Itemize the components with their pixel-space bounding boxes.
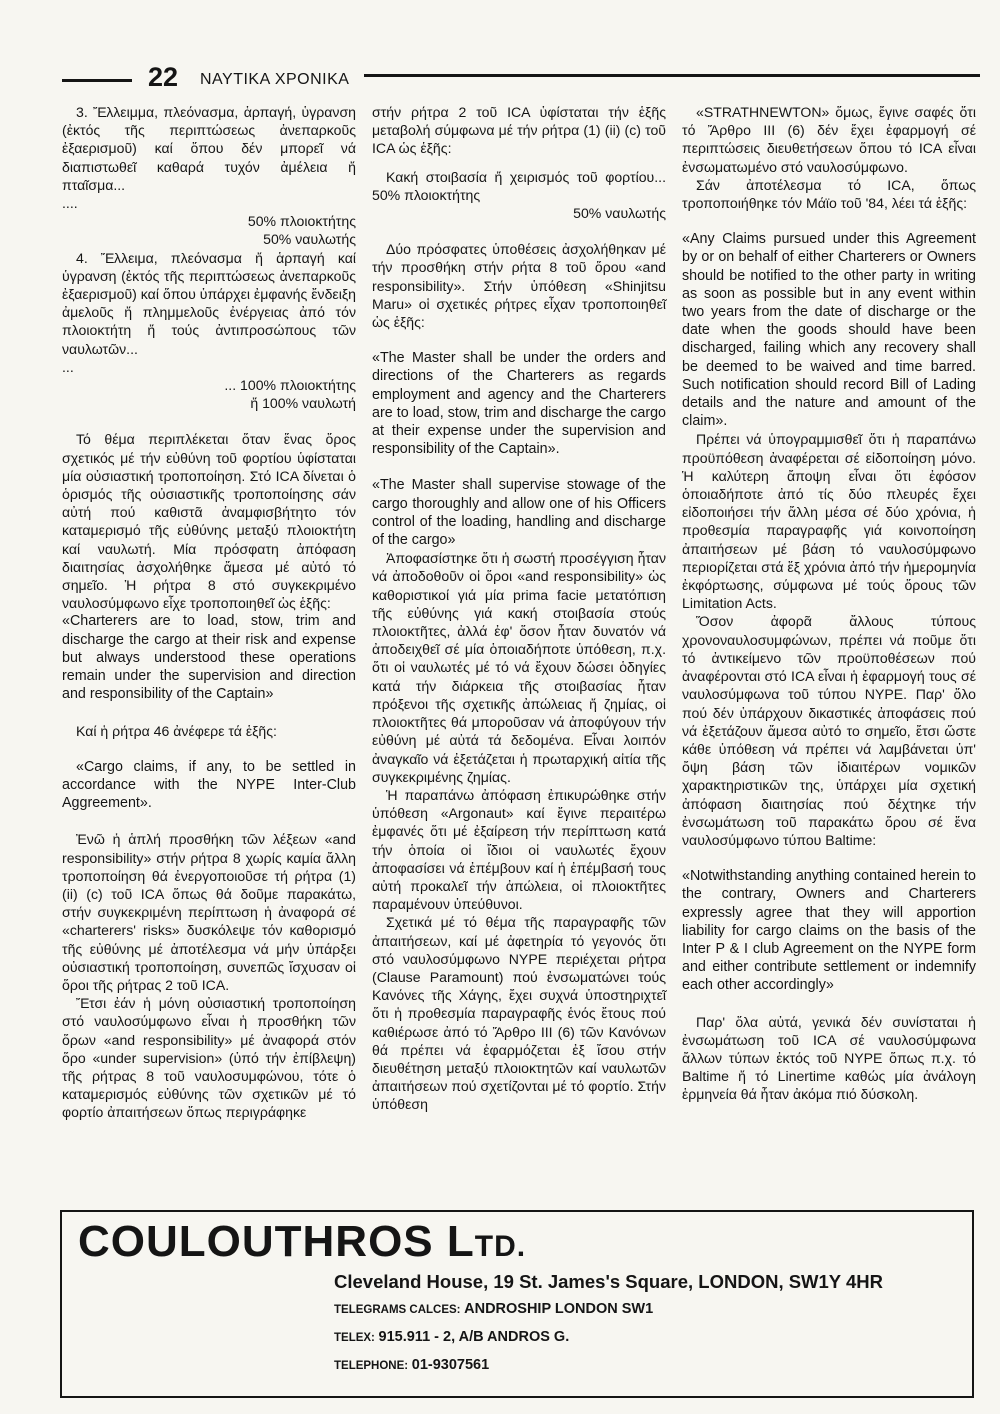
paragraph: 50% ναυλωτής	[573, 205, 666, 222]
paragraph: Ἔτσι ἐάν ἡ μόνη οὐσιαστική τροποποίηση στό ναυλοσύμφωνο εἶναι ἡ προσθήκη τῶν ὅρων «and responsibility» μέ ἀναφορά στόν ὅρο «under supervision» (ὑπό τήν ἐπίβλεψη) τῆς ρήτρας 8 τοῦ ναυλοσυμφώνου, τότε ὁ καταμερισμός εὐθύνης τῶν σχετικῶν μέ τό φορτίο ἀπαιτήσεων ὅπως περιγράφηκε	[62, 995, 356, 1121]
paragraph: «STRATHNEWTON» ὅμως, ἔγινε σαφές ὅτι τό Ἄρθρο III (6) δέν ἔχει ἐφαρμογή σέ περιπτώσεις διευθετήσεων ὅπου τό ICA εἶναι ἐνσωματωμένο στό ναυλοσύμφωνο.	[682, 104, 976, 175]
telephone-label: TELEPHONE:	[334, 1360, 409, 1372]
paragraph: ....	[62, 195, 78, 212]
article-column-3	[682, 103, 976, 1104]
page-number: 22	[148, 62, 179, 92]
telegrams-line	[334, 1300, 653, 1319]
paragraph: «The Master shall supervise stowage of the cargo thoroughly and allow one of his Officers control of the loading, handling and discharge of the cargo»	[372, 477, 666, 549]
paragraph: Πρέπει νά ὑπογραμμισθεῖ ὅτι ἡ παραπάνω προϋπόθεση ἀναφέρεται σέ εἰδοποίηση μόνο. Ἡ καλύτερη ἄποψη εἶναι ὅτι ἐφόσον ὁποιαδήποτε ἀπό τίς δύο πλευρές ἔχει εἰδοποιήσει τήν ἄλλη μέσα σέ δύο χρόνια, ἡ προθεσμία παραγραφῆς γιά κοινοποίηση ἀπαιτήσεων μέ βάση τό ναυλοσύμφωνο περιορίζεται στά ἕξ χρόνια ἀπό τήν ἡμερομηνία ἐκφόρτωσης, σύμφωνα μέ τούς ὅρους τῶν Limitation Acts.	[682, 431, 976, 612]
paragraph: Ἡ παραπάνω ἀπόφαση ἐπικυρώθηκε στήν ὑπόθεση «Argonaut» καί ἔγινε περαιτέρω ἐμφανές ὅτι μέ ἐξαίρεση τήν περίπτωση κατά τήν ὁποία οἱ ἴδιοι οἱ ναυλωτές ἔχουν ἀποφασίσει νά ἐπέμβουν καί ἡ ἐπέμβασή τους αὐτή προκαλεῖ τήν ἀπώλεια, οἱ πλοιοκτῆτες παραμένουν ὑπεύθυνοι.	[372, 786, 666, 913]
company-address: Cleveland House, 19 St. James's Square, LONDON, SW1Y 4HR	[334, 1271, 883, 1292]
telephone-value: 01-9307561	[411, 1357, 490, 1373]
header-rule-right	[364, 74, 980, 77]
paragraph: 3. Ἔλλειμμα, πλεόνασμα, ἁρπαγή, ὑγρανση (ἐκτός τῆς περιπτώσεως ἀνεπαρκοῦς ἐξαερισμοῦ) καί ὅπου δέν μπορεῖ νά διαπιστωθεῖ καθαρά τυχόν ἀμέλεια ἤ πταῖσμα...	[62, 104, 356, 193]
company-ltd: TD.	[474, 1230, 527, 1263]
paragraph: «Cargo claims, if any, to be settled in accordance with the NYPE Inter-Club Aggreement».	[62, 758, 356, 812]
paragraph: «Charterers are to load, stow, trim and discharge the cargo at their risk and expense but always understood these operations remain under the supervision and direction and responsibility of the Captain»	[62, 613, 356, 703]
paragraph: «The Master shall be under the orders and directions of the Charterers as regards employment and agency and the Charterers are to load, stow, trim and discharge the cargo at their expense under the supervision and responsibility of the Captain».	[372, 350, 666, 458]
paragraph: Τό θέμα περιπλέκεται ὅταν ἕνας ὅρος σχετικός μέ τήν εὐθύνη τοῦ φορτίου ὑφίσταται μία οὐσιαστική τροποποίηση. Στό ICA δίνεται ὁ ὁρισμός τῆς οὐσιαστικῆς τροποποίησης σάν αὐτή πού καθιστᾶ ἀναμφισβήτητο τόν καταμερισμό τῆς εὐθύνης μεταξύ πλοιοκτήτη καί ναυλωτή. Μία πρόσφατη ἀπόφαση διαιτησίας ἀσχολήθηκε ἄμεσα μέ αὐτό τό σημεῖο. Ἡ ρήτρα 8 στό συγκεκριμένο ναυλοσύμφωνο εἶχε τροποποιηθεῖ ὡς ἑξῆς:	[62, 431, 356, 612]
paragraph: 4. Ἔλλειμα, πλεόνασμα ἤ ἁρπαγή καί ὑγρανση (ἐκτός τῆς περιπτώσεως ἀνεπαρκοῦς ἐξαερισμοῦ) καί ὅπου ὑπάρχει ἐμφανής ἔνδειξη ἀμελοῦς ἤ πλημμελοῦς ἐνέργειας ἀπό τόν πλοιοκτήτη ἤ τούς ἀντιπροσώπους τῶν ναυλωτῶν...	[62, 249, 356, 357]
paragraph: 50% πλοιοκτήτης	[247, 213, 356, 230]
paragraph: ...	[62, 358, 74, 375]
paragraph: 50% ναυλωτής	[263, 231, 356, 248]
company-name: COULOUTHROS LTD.	[78, 1217, 527, 1266]
telex-label: TELEX:	[334, 1332, 375, 1344]
advertisement-box	[60, 1210, 974, 1398]
paragraph: Κακή στοιβασία ἤ χειρισμός τοῦ φορτίου... 50% πλοιοκτήτης	[372, 168, 666, 203]
paragraph: Σχετικά μέ τό θέμα τῆς παραγραφῆς τῶν ἀπαιτήσεων, καί μέ ἀφετηρία τό γεγονός ὅτι στό ναυλοσύμφωνο NYPE περιέχεται ρήτρα (Clause Paramount) πού ἐνσωματώνει τούς Κανόνες τῆς Χάγης, ἔχει συχνά ὑποστηριχτεῖ ὅτι ἡ προθεσμία παραγραφῆς ἑνός ἔτους πού καθιέρωσε ἀπό τό Ἄρθρο III (6) τῶν Κανόνων θά πρέπει νά ἐφαρμόζεται ἐξ ἴσου στήν διευθέτηση μεταξύ πλοιοκτητῶν καί ναυλωτῶν ἀπαιτήσεων πού σχετίζονται μέ τό φορτίο. Στήν ὑπόθεση	[372, 914, 666, 1113]
article-column-1	[62, 103, 356, 1122]
paragraph: ... 100% πλοιοκτήτης	[224, 377, 356, 394]
header-rule-left	[62, 79, 132, 82]
telephone-line	[334, 1356, 489, 1375]
paragraph: Ὅσον ἀφορᾶ ἄλλους τύπους χρονοναυλοσυμφώνων, πρέπει νά ποῦμε ὅτι τό ἀντικείμενο τῶν προϋποθέσεων πού ἀναφέρονται στό ICA εἶναι ἡ ἐφαρμογή τους σέ ναυλοσύμφωνα τοῦ τύπου NYPE. Παρ' ὅλο πού δέν ὑπάρχουν δικαστικές ἀποφάσεις πού νά ἐξετάζουν ἄμεσα αὐτό το σημεῖο, ἔτσι ὥστε κάθε ὑπόθεση νά πρέπει νά λαμβάνεται ὑπ' ὄψη βάση τῶν ἰδιαιτέρων νομικῶν χαρακτηριστικῶν της, ὑπάρχει μία σχετική ἀπόφαση διαιτησίας πού δέχτηκε τήν ἐνσωμάτωση τοῦ παρακάτω ὅρου σέ ἕνα ναυλοσύμφωνο τύπου Baltime:	[682, 613, 976, 848]
magazine-title: ΝΑΥΤΙΚΑ ΧΡΟΝΙΚΑ	[200, 71, 350, 88]
telex-line	[334, 1328, 569, 1347]
telegrams-label: TELEGRAMS CALCES:	[334, 1304, 461, 1316]
paragraph: Δύο πρόσφατες ὑποθέσεις ἀσχολήθηκαν μέ τήν προσθήκη στήν ρήτα 8 τοῦ ὅρου «and responsibility». Στήν ὑπόθεση «Shinjitsu Maru» οἱ σχετικές ρήτρες εἶχαν τροποποιηθεῖ ὡς ἑξῆς:	[372, 241, 666, 331]
paragraph: Ἐνῶ ἡ ἁπλή προσθήκη τῶν λέξεων «and responsibility» στήν ρήτρα 8 χωρίς καμία ἄλλη τροποποίηση θά ἐνεργοποιοῦσε τή ρήτρα (1) (ii) (c) τοῦ ICA ὅπως θά δοῦμε παρακάτω, στήν συγκεκριμένη περίπτωση ἡ ἀναφορά σέ «charterers' risks» δυσκόλεψε τόν καθορισμό τῆς εὐθύνης μέ ἀποτέλεσμα νά μήν ὑπάρξει οὐσιαστική τροποποίηση, συνεπῶς ἴσχυσαν οἱ ὅροι τῆς ρήτρας 2 τοῦ ICA.	[62, 831, 356, 993]
paragraph: Παρ' ὅλα αὐτά, γενικά δέν συνίσταται ἡ ἐνσωμάτωση τοῦ ICA σέ ναυλοσύμφωνα ἄλλων τύπων ἐκτός τοῦ NYPE ὅπως π.χ. τό Baltime ἤ τό Linertime καθώς μία ἀνάλογη ἑρμηνεία θά ἦταν ἀκόμα πιό δύσκολη.	[682, 1013, 976, 1103]
paragraph: στήν ρήτρα 2 τοῦ ICA ὑφίσταται τήν ἑξῆς μεταβολή σύμφωνα μέ τήν ρήτρα (1) (ii) (c) τοῦ ICA ὡς ἑξῆς:	[372, 104, 666, 157]
telex-value: 915.911 - 2, A/B ANDROS G.	[378, 1329, 570, 1345]
telegrams-value: ANDROSHIP LONDON SW1	[464, 1301, 654, 1317]
article-column-2	[372, 103, 666, 1114]
page-header	[62, 62, 980, 94]
paragraph: Ἀποφασίστηκε ὅτι ἡ σωστή προσέγγιση ἦταν νά ἀποδοθοῦν οἱ ὅροι «and responsibility» ὡς καθοριστικοί γιά μία prima facie μετατόπιση τῆς εὐθύνης γιά κακή στοιβασία στούς πλοιοκτῆτες, ἀλλά ἐφ' ὅσον ἦταν δυνατόν νά ἀποδειχθεῖ σέ μία ὁποιαδήποτε ὑπόθεση, π.χ. ὅτι οἱ ναυλωτές μέ τό νά ἔχουν δώσει ὁδηγίες κατά τήν διάρκεια τῆς στοιβασίας ἦταν πρόξενοι τῆς σχετικῆς ἀπώλειας ἤ ζημίας, οἱ πλοιοκτῆτες θά μποροῦσαν νά ἀποφύγουν τήν εὐθύνη μέ αὐτά τά δεδομένα. Εἶναι λοιπόν ἀναγκαῖο νά ἐξετάζεται ἡ πρωταρχική αἰτία τῆς συγκεκριμένης ζημίας.	[372, 550, 666, 785]
paragraph: Σάν ἀποτέλεσμα τό ICA, ὅπως τροποποιήθηκε τόν Μάϊο τοῦ '84, λέει τά ἑξῆς:	[682, 176, 976, 212]
paragraph: ἤ 100% ναυλωτή	[250, 395, 356, 412]
paragraph: Καί ἡ ρήτρα 46 ἀνέφερε τά ἑξῆς:	[76, 722, 277, 739]
paragraph: «Any Claims pursued under this Agreement by or on behalf of either Charterers or Owners should be notified to the other party in writing as soon as possible but in any event within two years from the date of discharge or the date when the goods should have been discharged, failing which any recovery shall be deemed to be waived and time barred. Such notification should record Bill of Lading details and the nature and amount of the claim».	[682, 231, 976, 430]
paragraph: «Notwithstanding anything contained herein to the contrary, Owners and Charterers expressly agree that they will apportion liability for cargo claims on the basis of the Inter P & I club Agreement on the NYPE form and either contribute settlement or indemnify each other accordingly»	[682, 868, 976, 994]
